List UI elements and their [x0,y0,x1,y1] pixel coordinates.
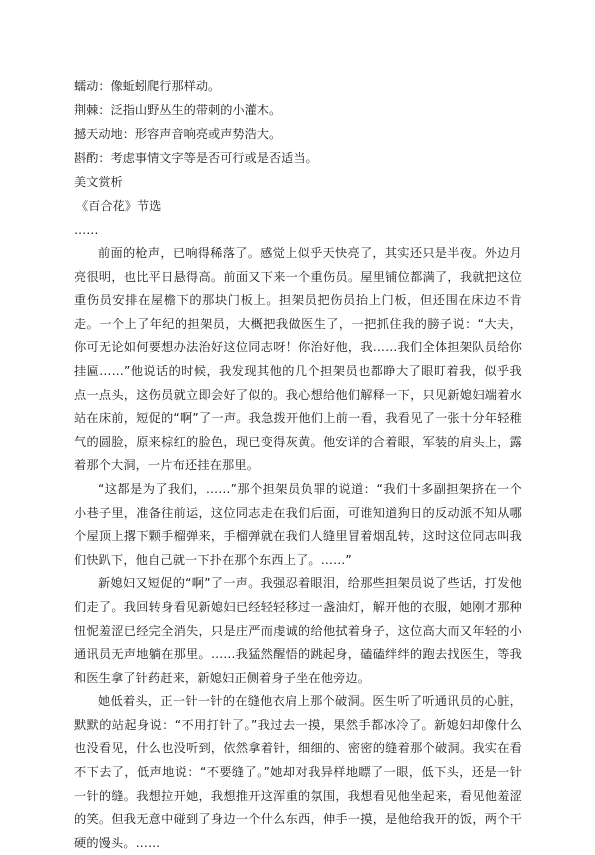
glossary-list [74,74,522,170]
paragraph: 新媳妇又短促的“啊”了一声。我强忍着眼泪，给那些担架员说了些话，打发他们走了。我回转身看见新媳妇已经轻轻移过一盏油灯，解开他的衣服，她刚才那种忸怩羞涩已经完全消失，只是庄严而虔诚的给他拭着身子，这位高大而又年轻的小通讯员无声地躺在那里。……我猛然醒悟的跳起身，磕磕绊绊的跑去找医生，等我和医生拿了针药赶来，新媳妇正侧着身子坐在他旁边。 [74,576,522,685]
glossary-item: 蠕动：像蚯蚓爬行那样动。 [74,79,221,93]
ellipsis-line: …… [74,223,99,237]
excerpt-body [74,242,522,855]
document-page [74,74,522,855]
paragraph: 前面的枪声，已响得稀落了。感觉上似乎天快亮了，其实还只是半夜。外边月亮很明，也比平日悬得高。前面又下来一个重伤员。屋里铺位都满了，我就把这位重伤员安排在屋檐下的那块门板上。担架员把伤员抬上门板，但还围在床边不肯走。一个上了年纪的担架员，大概把我做医生了，一把抓住我的膀子说：“大夫，你可无论如何要想办法治好这位同志呀！你治好他，我……我们全体担架队员给你挂匾……”他说话的时候，我发现其他的几个担架员也都睁大了眼盯着我，似乎我点一点头，这伤员就立即会好了似的。我心想给他们解释一下，只见新媳妇端着水站在床前，短促的“啊”了一声。我急拨开他们上前一看，我看见了一张十分年轻稚气的圆脸，原来棕红的脸色，现已变得灰黄。他安详的合着眼，军装的肩头上，露着那个大洞，一片布还挂在那里。 [74,246,522,473]
paragraph: 她低着头，正一针一针的在缝他衣肩上那个破洞。医生听了听通讯员的心脏，默默的站起身说：“不用打针了。”我过去一摸，果然手都冰冷了。新媳妇却像什么也没看见，什么也没听到，依然拿着针，细细的、密密的缝着那个破洞。我实在看不下去了，低声地说：“不要缝了。”她却对我异样地瞟了一眼，低下头，还是一针一针的缝。我想拉开她，我想推开这浑重的氛围，我想看见他坐起来，看见他羞涩的笑。但我无意中碰到了身边一个什么东西，伸手一摸，是他给我开的饭，两个干硬的馒头。…… [74,694,522,850]
glossary-item: 撼天动地：形容声音响亮或声势浩大。 [74,127,282,141]
paragraph: “这都是为了我们，……”那个担架员负罪的说道：“我们十多副担架挤在一个小巷子里，准备往前运，这位同志走在我们后面，可谁知道狗日的反动派不知从哪个屋顶上撂下颗手榴弹来，手榴弹就在我们人缝里冒着烟乱转，这时这位同志叫我们快趴下，他自己就一下扑在那个东西上了。……” [74,481,522,567]
section-label: 美文赏析 [74,175,123,189]
glossary-item: 荆棘：泛指山野丛生的带刺的小灌木。 [74,103,282,117]
glossary-item: 斟酌：考虑事情文字等是否可行或是否适当。 [74,151,318,165]
excerpt-title: 《百合花》节选 [76,199,162,213]
